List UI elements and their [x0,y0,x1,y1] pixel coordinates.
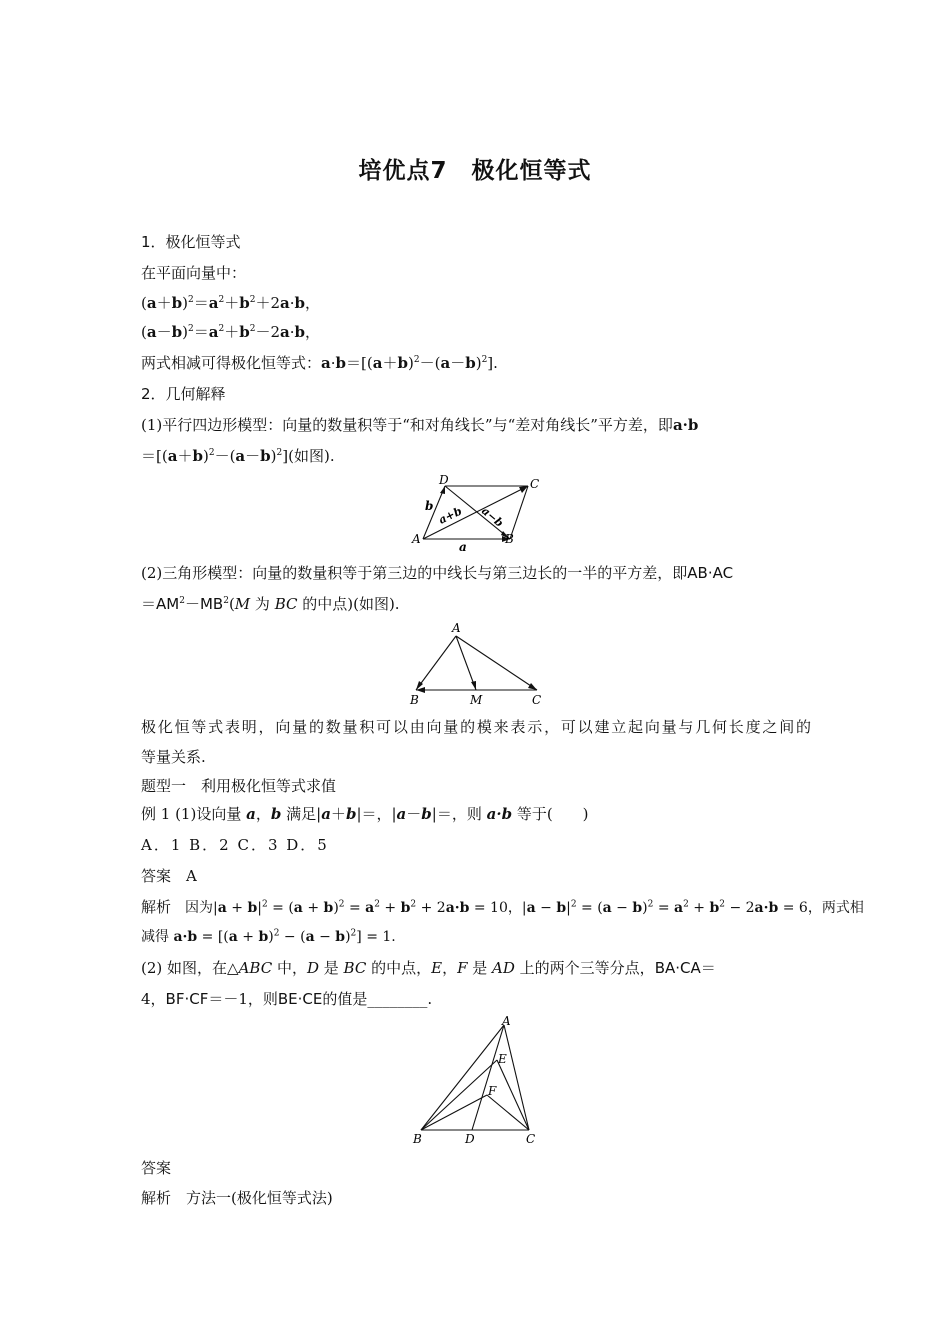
point-f-label: F [488,1084,497,1098]
conclusion-line-2: 等量关系. [141,748,206,766]
point-a-label: A [412,532,421,546]
answer-options: A．1 B．2 C．3 D．5 [141,836,329,854]
point-d-label: D [465,1132,475,1146]
triangle-model-line-1: (2)三角形模型：向量的数量积等于第三边的中线长与第三边长的一半的平方差，即AB·AC [141,564,734,582]
point-c-label: C [532,693,542,707]
analysis-2-line: 解析 方法一(极化恒等式法) [141,1189,333,1207]
point-d-label: D [439,473,449,487]
parallelogram-model-line-1: (1)平行四边形模型：向量的数量积等于“和对角线长”与“差对角线长”平方差，即a·b [141,416,699,434]
triangle-median-figure [404,620,550,708]
answer-value: A [186,867,197,885]
page-title: 培优点7 极化恒等式 [358,158,592,184]
point-a-label: A [502,1014,511,1028]
point-c-label: C [526,1132,536,1146]
example-1-question-1: 例 1 (1)设向量 a，b 满足|a＋b|＝，|a－b|＝，则 a·b 等于( ) [141,805,589,823]
intro-line: 在平面向量中： [141,264,247,282]
example-1-question-2-line-1: (2) 如图，在△ABC 中，D 是 BC 的中点，E，F 是 AD 上的两个三等分点，BA·CA＝ [141,959,716,977]
section-1-heading [141,232,811,252]
vector-a-plus-b-label: a+b [436,504,464,527]
point-e-label: E [498,1052,507,1066]
parallelogram-model-line-2: $=[(a+b)^2-(a-b)^2]$(如图). [141,447,335,465]
analysis-1-line-1: 解析 因为$|a + b|^2 = (a + b)^2 = a^2 + b^2 + 2a\cdot b = 10$，$|a - b|^2 = (a - b)^2 = a^2 + b^2 - 2a\cdot b = 6$，两式相 [141,898,864,916]
parallelogram-figure [405,472,555,554]
vector-a-minus-b-label: a−b [479,504,506,530]
conclusion-line-1: 极化恒等式表明，向量的数量积可以由向量的模来表示，可以建立起向量与几何长度之间的 [141,718,811,736]
equation-difference: $(a-b)^2=a^2+b^2-2a\cdot b$， [141,323,321,341]
example-1-question-2-line-2: 4，BF·CF＝－1，则BE·CE的值是________. [141,990,433,1008]
point-b-label: B [413,1132,422,1146]
point-m-label: M [470,693,483,707]
vector-a-label: a [459,540,467,554]
point-b-label: B [505,532,514,546]
section-number: 2． [141,385,166,403]
section-title: 极化恒等式 [165,233,241,251]
section-2-heading [141,384,811,404]
section-number: 1． [141,233,166,251]
triangle-trisection-figure [405,1013,547,1149]
point-b-label: B [410,693,419,707]
type-1-heading: 题型一 利用极化恒等式求值 [141,777,337,795]
answer-label: 答案 [141,867,172,885]
point-c-label: C [530,477,540,491]
section-title: 几何解释 [165,385,226,403]
vector-b-label: b [425,499,434,513]
answer-1-line [141,866,811,886]
equation-sum: $(a+b)^2=a^2+b^2+2a\cdot b$， [141,294,321,312]
point-a-label: A [452,621,461,635]
polarization-identity: 两式相减可得极化恒等式：$a\cdot b=[(a+b)^2-(a-b)^2]$. [141,354,498,372]
answer-2-label: 答案 [141,1159,172,1177]
triangle-model-line-2: $=AM^2-MB^2(M$ 为 BC 的中点)(如图). [141,595,400,613]
analysis-1-line-2: 减得 $a\cdot b = [(a + b)^2 - (a - b)^2] = 1$. [141,928,396,945]
